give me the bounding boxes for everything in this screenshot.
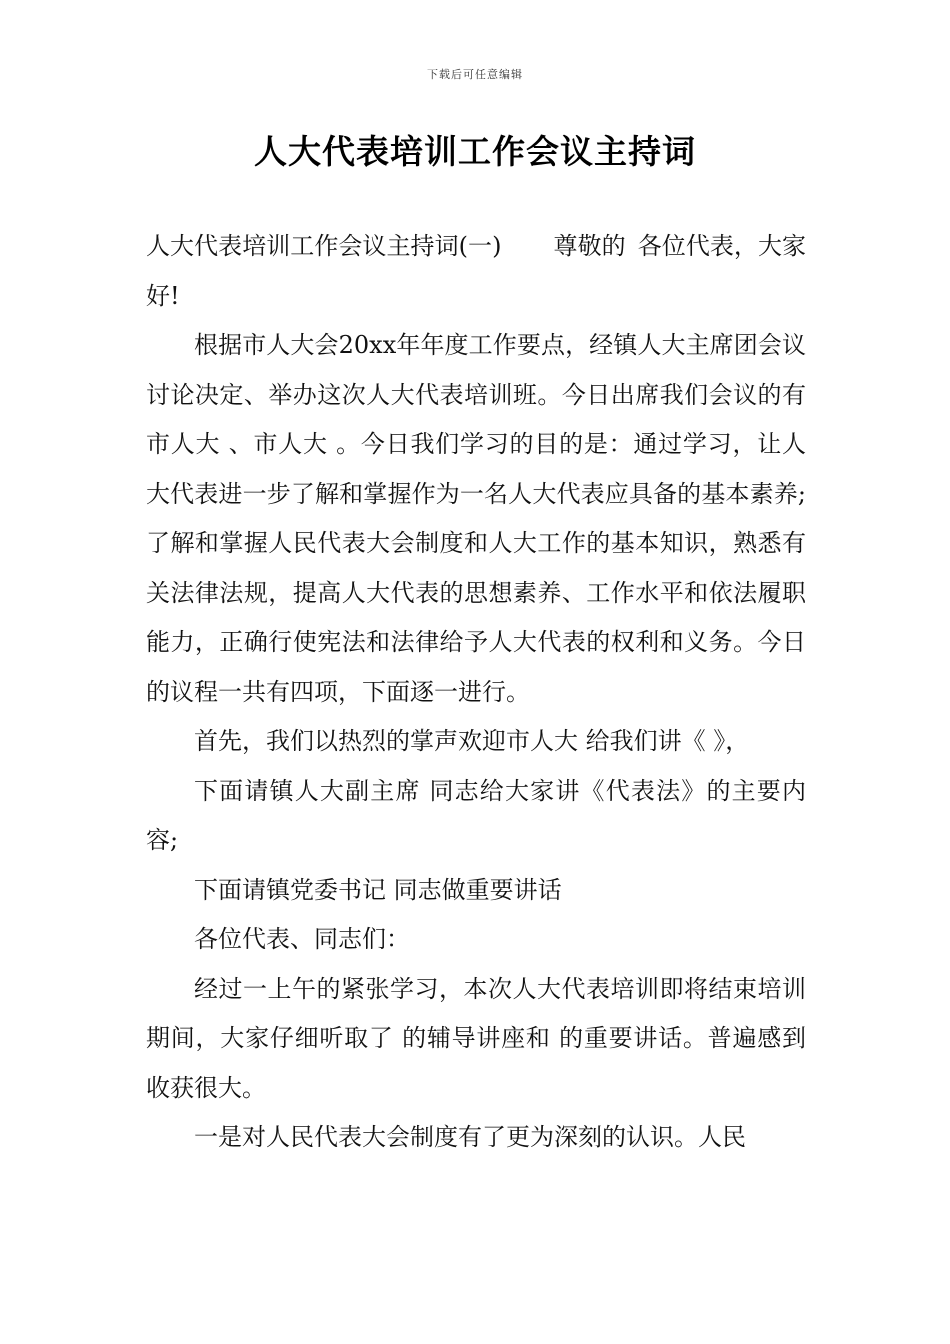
paragraph-7: 一是对人民代表大会制度有了更为深刻的认识。人民: [194, 1123, 746, 1151]
header-note: 下载后可任意编辑: [427, 68, 523, 81]
paragraph-5: 各位代表、同志们：: [194, 925, 410, 953]
intro-subtitle: 人大代表培训工作会议主持词(一): [146, 232, 502, 260]
greeting-a: 尊敬的: [553, 232, 626, 260]
paragraph-3: 下面请镇人大副主席 同志给大家讲《代表法》的主要内容;: [146, 776, 806, 854]
paragraph-4: 下面请镇党委书记 同志做重要讲话: [194, 875, 562, 904]
paragraph-1: 根据市人大会20xx年年度工作要点，经镇人大主席团会议讨论决定、举办这次人大代表培训班。今日出席我们会议的有市人大 、市人大 。今日我们学习的目的是：通过学习，让人大代表进一步了解和掌握作为一名人大代表应具备的基本素养;了解和掌握人民代表大会制度和人大工作的基本知识，熟悉有关法律法规，提高人大代表的思想素养、工作水平和依法履职能力，正确行使宪法和法律给予人大代表的权利和义务。今日的议程一共有四项，下面逐一进行。: [146, 331, 806, 706]
page-title: 人大代表培训工作会议主持词: [254, 132, 696, 171]
paragraph-2: 首先，我们以热烈的掌声欢迎市人大 给我们讲《 》，: [194, 727, 750, 755]
greeting-b: 各位代表，大家好!: [146, 232, 807, 310]
paragraph-6: 经过一上午的紧张学习，本次人大代表培训即将结束培训期间，大家仔细听取了 的辅导讲座和 的重要讲话。普遍感到收获很大。: [146, 974, 806, 1102]
intro-paragraph: [146, 222, 806, 321]
document-body: [146, 222, 806, 1163]
